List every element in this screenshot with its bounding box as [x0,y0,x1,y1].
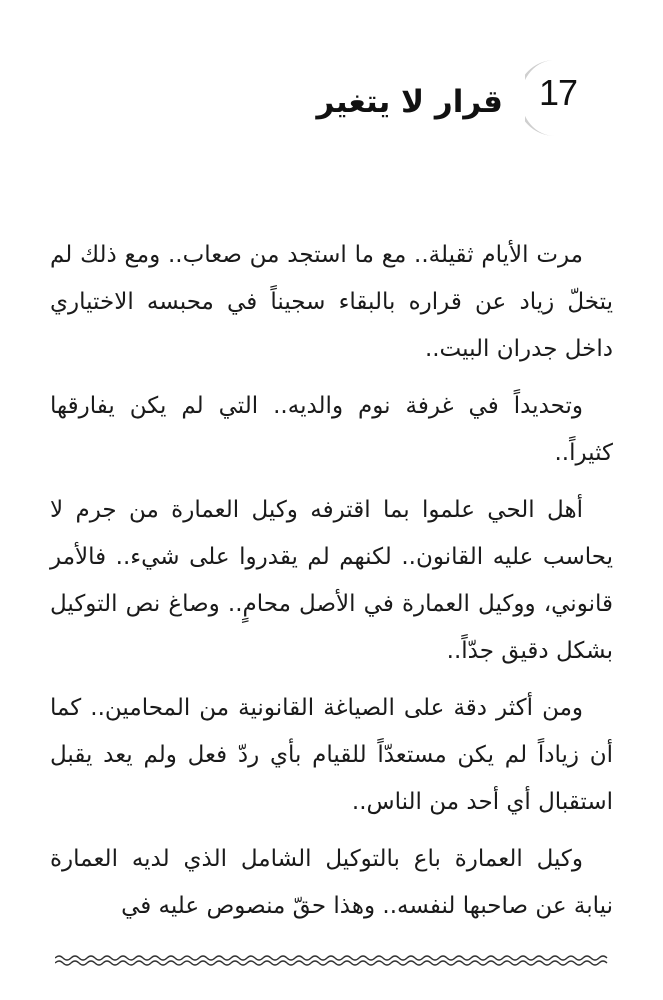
paragraph: مرت الأيام ثقيلة.. مع ما استجد من صعاب.. ومع ذلك لم يتخلّ زياد عن قراره بالبقاء سجيناً في محبسه الاختياري داخل جدران البيت.. [50,242,613,362]
chapter-body [50,232,613,940]
chapter-header [317,58,583,138]
wavy-divider [55,953,608,967]
chapter-number: 17 [538,72,577,113]
paragraph: وكيل العمارة باع بالتوكيل الشامل الذي لديه العمارة نيابة عن صاحبها لنفسه.. وهذا حقّ منصوص عليه في [50,846,613,919]
paragraph: أهل الحي علموا بما اقترفه وكيل العمارة من جرم لا يحاسب عليه القانون.. لكنهم لم يقدروا على شيء.. فالأمر قانوني، ووكيل العمارة في الأصل محامٍ.. وصاغ نص التوكيل بشكل دقيق جدّاً.. [50,497,613,664]
paragraph: ومن أكثر دقة على الصياغة القانونية من المحامين.. كما أن زياداً لم يكن مستعدّاً للقيام بأي ردّ فعل ولم يعد يقبل استقبال أي أحد من الناس.. [50,695,613,815]
chapter-badge [525,58,583,138]
paragraph: وتحديداً في غرفة نوم والديه.. التي لم يكن يفارقها كثيراً.. [50,393,613,466]
chapter-title: قرار لا يتغير [316,83,503,120]
